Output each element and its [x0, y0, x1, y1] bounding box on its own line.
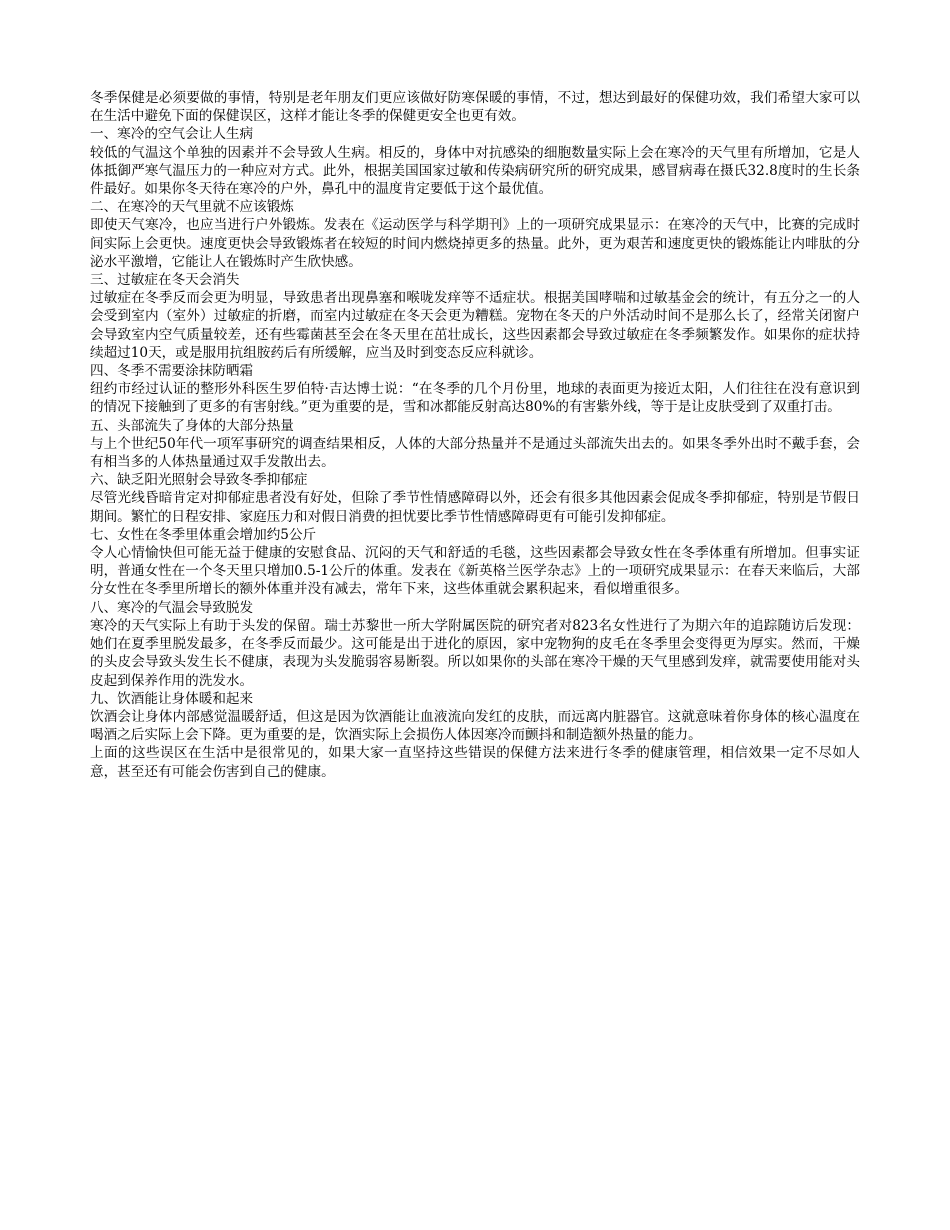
section-body-8: 寒冷的天气实际上有助于头发的保留。瑞士苏黎世一所大学附属医院的研究者对823名女性进行了为期六年的追踪随访后发现：她们在夏季里脱发最多，在冬季反而最少。这可能是出于进化的原因，家中宠物狗的皮毛在冬季里会变得更为厚实。然而，干燥的头皮会导致头发生长不健康，表现为头发脆弱容易断裂。所以如果你的头部在寒冷干燥的天气里感到发痒，就需要使用能对头皮起到保养作用的洗发水。 — [90, 617, 860, 689]
section-heading-5: 五、头部流失了身体的大部分热量 — [90, 417, 294, 434]
section-body-2: 即使天气寒冷，也应当进行户外锻炼。发表在《运动医学与科学期刊》上的一项研究成果显示：在寒冷的天气中，比赛的完成时间实际上会更快。速度更快会导致锻炼者在较短的时间内燃烧掉更多的热量。此外，更为艰苦和速度更快的锻炼能让内啡肽的分泌水平激增，它能让人在锻炼时产生欣快感。 — [90, 217, 860, 270]
section-body-7: 令人心情愉快但可能无益于健康的安慰食品、沉闷的天气和舒适的毛毯，这些因素都会导致女性在冬季体重有所增加。但事实证明，普通女性在一个冬天里只增加0.5-1公斤的体重。发表在《新英格兰医学杂志》上的一项研究成果显示：在春天来临后，大部分女性在冬季里所增长的额外体重并没有减去，常年下来，这些体重就会累积起来，看似增重很多。 — [90, 545, 860, 598]
section-heading-2: 二、在寒冷的天气里就不应该锻炼 — [90, 199, 294, 216]
section-body-4: 纽约市经过认证的整形外科医生罗伯特·吉达博士说：“在冬季的几个月份里，地球的表面更为接近太阳，人们往往在没有意识到的情况下接触到了更多的有害射线。”更为重要的是，雪和冰都能反射高达80%的有害紫外线，等于是让皮肤受到了双重打击。 — [90, 381, 860, 416]
intro-paragraph: 冬季保健是必须要做的事情，特别是老年朋友们更应该做好防寒保暖的事情，不过，想达到最好的保健功效，我们希望大家可以在生活中避免下面的保健误区，这样才能让冬季的保健更安全也更有效。 — [90, 90, 860, 125]
section-heading-6: 六、缺乏阳光照射会导致冬季抑郁症 — [90, 472, 308, 489]
section-body-3: 过敏症在冬季反而会更为明显，导致患者出现鼻塞和喉咙发痒等不适症状。根据美国哮喘和过敏基金会的统计，有五分之一的人会受到室内（室外）过敏症的折磨，而室内过敏症在冬天会更为糟糕。宠物在冬天的户外活动时间不是那么长了，经常关闭窗户会导致室内空气质量较差，还有些霉菌甚至会在冬天里在茁壮成长，这些因素都会导致过敏症在冬季频繁发作。如果你的症状持续超过10天，或是服用抗组胺药后有所缓解，应当及时到变态反应科就诊。 — [90, 290, 860, 361]
section-body-1: 较低的气温这个单独的因素并不会导致人生病。相反的，身体中对抗感染的细胞数量实际上会在寒冷的天气里有所增加，它是人体抵御严寒气温压力的一种应对方式。此外，根据美国国家过敏和传染病研究所的研究成果，感冒病毒在摄氏32.8度时的生长条件最好。如果你冬天待在寒冷的户外，鼻孔中的温度肯定要低于这个最优值。 — [90, 144, 860, 198]
section-heading-3: 三、过敏症在冬天会消失 — [90, 272, 240, 289]
section-heading-4: 四、冬季不需要涂抹防晒霜 — [90, 363, 254, 380]
section-body-9: 饮酒会让身体内部感觉温暖舒适，但这是因为饮酒能让血液流向发红的皮肤，而远离内脏器官。这就意味着你身体的核心温度在喝酒之后实际上会下降。更为重要的是，饮酒实际上会损伤人体因寒冷而颤抖和制造额外热量的能力。 — [90, 708, 860, 744]
section-body-6: 尽管光线昏暗肯定对抑郁症患者没有好处，但除了季节性情感障碍以外，还会有很多其他因素会促成冬季抑郁症，特别是节假日期间。繁忙的日程安排、家庭压力和对假日消费的担忧要比季节性情感障碍更有可能引发抑郁症。 — [90, 490, 860, 525]
section-heading-7: 七、女性在冬季里体重会增加约5公斤 — [90, 526, 317, 543]
conclusion-paragraph: 上面的这些误区在生活中是很常见的，如果大家一直坚持这些错误的保健方法来进行冬季的健康管理，相信效果一定不尽如人意，甚至还有可能会伤害到自己的健康。 — [90, 745, 860, 780]
document-page — [90, 89, 860, 781]
section-heading-8: 八、寒冷的气温会导致脱发 — [90, 599, 254, 616]
section-heading-1: 一、寒冷的空气会让人生病 — [90, 126, 254, 143]
section-heading-9: 九、饮酒能让身体暖和起来 — [90, 690, 254, 707]
section-body-5: 与上个世纪50年代一项军事研究的调查结果相反，人体的大部分热量并不是通过头部流失出去的。如果冬季外出时不戴手套，会有相当多的人体热量通过双手发散出去。 — [90, 435, 860, 471]
